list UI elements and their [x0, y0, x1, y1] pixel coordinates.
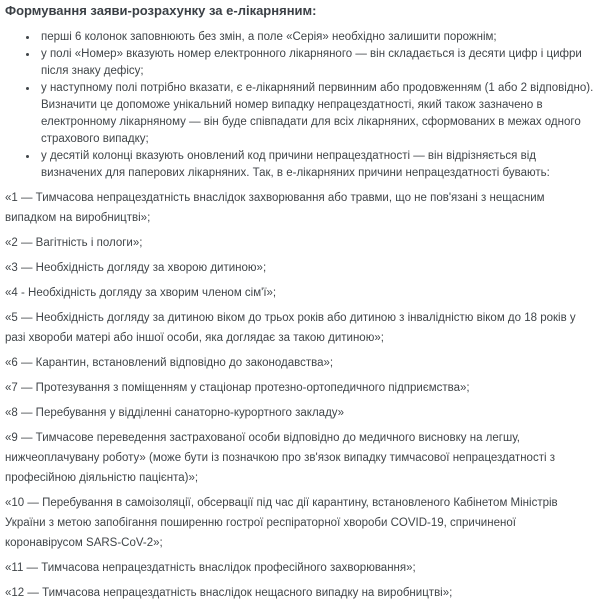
cause-code-3: «3 — Необхідність догляду за хворою дитиною»;: [5, 262, 267, 274]
cause-code-5: «5 — Необхідність догляду за дитиною віком до трьох років або дитиною з інвалідністю віком до 18 років у разі хвороби матері або іншої особи, яка доглядає за такою дитиною»;: [5, 312, 576, 344]
instructions-list: [5, 29, 595, 182]
cause-code-10: «10 — Перебування в самоізоляції, обсервації під час дії карантину, встановленого Кабінетом Міністрів України з метою запобігання поширенню гострої респіраторної хвороби COVID-19, спричиненої коронавірусом SARS-CoV-2»;: [5, 497, 558, 549]
cause-code-8: «8 — Перебування у відділенні санаторно-курортного закладу»: [5, 407, 345, 419]
instruction-item-2: • у полі «Номер» вказують номер електронного лікарняного — він складається із десяти цифр і цифри після знаку дефісу;: [38, 46, 595, 80]
cause-code-2: «2 — Вагітність і пологи»;: [5, 237, 143, 249]
article-heading: Формування заяви-розрахунку за е-лікарняним:: [5, 3, 317, 18]
cause-code-6: «6 — Карантин, встановлений відповідно до законодавства»;: [5, 357, 334, 369]
cause-code-1: «1 — Тимчасова непрацездатність внаслідок захворювання або травми, що не пов'язані з нещасним випадком на виробництві»;: [5, 192, 545, 224]
cause-code-9: «9 — Тимчасове переведення застрахованої особи відповідно до медичного висновку на легшу, нижчеоплачувану роботу» (може бути із позначкою про зв'язок випадку тимчасової непрацездатності з професійною діяльністю пацієнта)»;: [5, 432, 555, 484]
cause-code-12: «12 — Тимчасова непрацездатність внаслідок нещасного випадку на виробництві»;: [5, 587, 453, 599]
instruction-item-3: • у наступному полі потрібно вказати, є е-лікарняний первинним або продовженням (1 або 2 відповідно). Визначити це допоможе унікальний номер випадку непрацездатності, який також зазначено в електронному лікарняному — він буде співпадати для всіх лікарняних, сформованих в межах одного страхового випадку;: [38, 80, 595, 148]
cause-code-4: «4 - Необхідність догляду за хворим членом сім'ї»;: [5, 287, 277, 299]
cause-code-11: «11 — Тимчасова непрацездатність внаслідок професійного захворювання»;: [5, 562, 416, 574]
instruction-item-4: • у десятій колонці вказують оновлений код причини непрацездатності — він відрізняється від визначених для паперових лікарняних. Так, в е-лікарняних причини непрацездатності бувають:: [38, 148, 595, 182]
instruction-item-1: • перші 6 колонок заповнюють без змін, а поле «Серія» необхідно залишити порожнім;: [38, 29, 595, 46]
cause-code-7: «7 — Протезування з поміщенням у стаціонар протезно-ортопедичного підприємства»;: [5, 382, 470, 394]
